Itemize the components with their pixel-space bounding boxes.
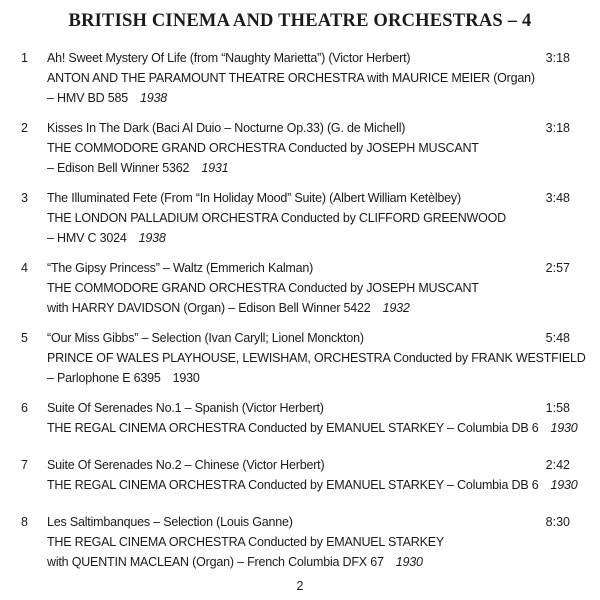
track-orchestra: THE COMMODORE GRAND ORCHESTRA Conducted by JOSEPH MUSCANT — [47, 281, 479, 295]
page-number: 2 — [296, 579, 304, 593]
track-catalog: with HARRY DAVIDSON (Organ) – Edison Bell Winner 5422 — [47, 301, 371, 315]
track-year: 1930 — [395, 555, 423, 569]
track-release — [47, 475, 578, 495]
track-number: 6 — [21, 401, 28, 415]
track-year: 1938 — [139, 91, 167, 105]
track-duration: 3:48 — [545, 191, 570, 205]
track-row — [21, 328, 586, 388]
track-release — [47, 158, 528, 178]
track-orchestra: PRINCE OF WALES PLAYHOUSE, LEWISHAM, ORCHESTRA Conducted by FRANK WESTFIELD — [47, 351, 586, 365]
track-row — [21, 188, 570, 248]
track-duration: 3:18 — [545, 51, 570, 65]
track-release — [47, 88, 528, 108]
track-number: 3 — [21, 191, 28, 205]
track-year: 1930 — [550, 478, 578, 492]
track-catalog: THE REGAL CINEMA ORCHESTRA Conducted by EMANUEL STARKEY – Columbia DB 6 — [47, 421, 539, 435]
track-duration: 2:42 — [545, 458, 570, 472]
track-number: 2 — [21, 121, 28, 135]
track-release — [47, 368, 528, 388]
track-year: 1930 — [172, 371, 200, 385]
track-duration: 1:58 — [545, 401, 570, 415]
track-title: “Our Miss Gibbs” – Selection (Ivan Caryll; Lionel Monckton) — [47, 331, 364, 345]
track-catalog: – Parlophone E 6395 — [47, 371, 161, 385]
track-title: Les Saltimbanques – Selection (Louis Ganne) — [47, 515, 293, 529]
track-release — [47, 552, 528, 572]
track-number: 5 — [21, 331, 28, 345]
track-title: Ah! Sweet Mystery Of Life (from “Naughty Marietta”) (Victor Herbert) — [47, 51, 411, 65]
track-orchestra: ANTON AND THE PARAMOUNT THEATRE ORCHESTRA with MAURICE MEIER (Organ) — [47, 71, 535, 85]
track-number: 4 — [21, 261, 28, 275]
track-details — [47, 48, 535, 108]
track-duration: 5:48 — [545, 331, 570, 345]
track-row — [21, 512, 570, 572]
track-title: Suite Of Serenades No.1 – Spanish (Victor Herbert) — [47, 401, 324, 415]
track-catalog: – HMV C 3024 — [47, 231, 127, 245]
track-number: 8 — [21, 515, 28, 529]
track-catalog: – HMV BD 585 — [47, 91, 128, 105]
track-release — [47, 228, 528, 248]
track-release — [47, 298, 528, 318]
track-title: Suite Of Serenades No.2 – Chinese (Victor Herbert) — [47, 458, 325, 472]
track-details — [47, 512, 528, 572]
track-duration: 8:30 — [545, 515, 570, 529]
track-catalog: THE REGAL CINEMA ORCHESTRA Conducted by EMANUEL STARKEY – Columbia DB 6 — [47, 478, 539, 492]
track-catalog: – Edison Bell Winner 5362 — [47, 161, 190, 175]
track-year: 1930 — [550, 421, 578, 435]
track-row — [21, 258, 570, 318]
track-number: 1 — [21, 51, 28, 65]
track-details — [47, 118, 528, 178]
track-year: 1938 — [138, 231, 166, 245]
track-catalog: with QUENTIN MACLEAN (Organ) – French Columbia DFX 67 — [47, 555, 384, 569]
track-row — [21, 118, 570, 178]
track-orchestra: THE COMMODORE GRAND ORCHESTRA Conducted by JOSEPH MUSCANT — [47, 141, 479, 155]
track-title: The Illuminated Fete (From “In Holiday Mood” Suite) (Albert William Ketèlbey) — [47, 191, 461, 205]
track-list — [0, 48, 600, 572]
track-row — [21, 48, 570, 108]
track-details — [47, 188, 528, 248]
track-duration: 3:18 — [545, 121, 570, 135]
track-orchestra: THE LONDON PALLADIUM ORCHESTRA Conducted by CLIFFORD GREENWOOD — [47, 211, 506, 225]
track-duration: 2:57 — [545, 261, 570, 275]
track-details — [47, 258, 528, 318]
track-year: 1932 — [382, 301, 410, 315]
track-number: 7 — [21, 458, 28, 472]
track-row — [21, 455, 578, 495]
track-orchestra: THE REGAL CINEMA ORCHESTRA Conducted by EMANUEL STARKEY — [47, 535, 444, 549]
track-title: Kisses In The Dark (Baci Al Duio – Nocturne Op.33) (G. de Michell) — [47, 121, 406, 135]
track-title: “The Gipsy Princess” – Waltz (Emmerich Kalman) — [47, 261, 314, 275]
page-title: BRITISH CINEMA AND THEATRE ORCHESTRAS – 4 — [68, 11, 532, 31]
track-year: 1931 — [201, 161, 229, 175]
track-row — [21, 398, 578, 438]
track-release — [47, 418, 578, 438]
